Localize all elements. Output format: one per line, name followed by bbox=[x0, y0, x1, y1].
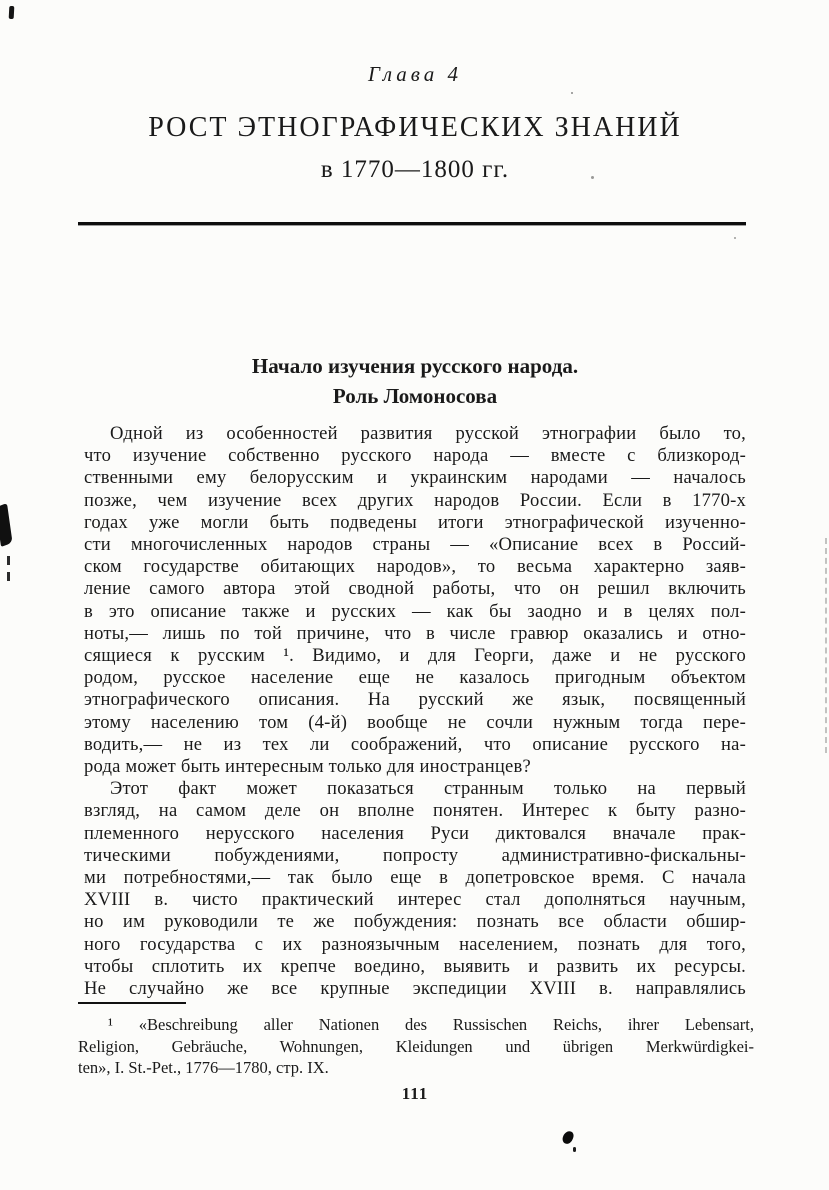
ink-dot bbox=[573, 1147, 576, 1152]
scan-edge-dashes bbox=[825, 538, 829, 753]
text-line: тическими побуждениями, попросту административно-фискальны- bbox=[84, 844, 746, 866]
margin-bleed-mark bbox=[0, 503, 13, 547]
text-line: взгляд, на самом деле он вполне понятен. Интерес к быту разно- bbox=[84, 800, 746, 822]
text-line: позже, чем изучение всех других народов России. Если в 1770-х bbox=[84, 489, 746, 511]
text-line: ственными ему белорусским и украинским народами — началось bbox=[84, 467, 746, 489]
text-line: ¹ «Beschreibung aller Nationen des Russischen Reichs, ihrer Lebensart, bbox=[108, 1015, 754, 1034]
paper-speck bbox=[571, 92, 573, 94]
margin-dash bbox=[7, 572, 10, 581]
text-line: ми потребностями,— так было еще в допетровское время. С начала bbox=[84, 867, 746, 889]
paragraph-1 bbox=[84, 423, 746, 778]
footnote-text bbox=[78, 1014, 754, 1079]
heading-rule bbox=[78, 222, 746, 225]
text-line: ском государстве обитающих народов», то весьма характерно заяв- bbox=[84, 556, 746, 578]
text-line: рода может быть интересным только для иностранцев? bbox=[84, 756, 531, 778]
page-number: 111 bbox=[401, 1084, 429, 1103]
text-line: Religion, Gebräuche, Wohnungen, Kleidungen und übrigen Merkwürdigkei- bbox=[78, 1036, 754, 1056]
text-line: что изучение собственно русского народа — вместе с близкород- bbox=[84, 445, 746, 467]
body-text bbox=[84, 423, 746, 1000]
text-line: ten», I. St.-Pet., 1776—1780, стр. IX. bbox=[78, 1058, 329, 1077]
text-line: родом, русское население еще не казалось пригодным объектом bbox=[84, 667, 746, 689]
text-line: но им руководили те же побуждения: познать все области обшир- bbox=[84, 911, 746, 933]
text-line: в это описание также и русских — как бы заодно и в целях пол- bbox=[84, 600, 746, 622]
section-heading-line-2: Роль Ломоносова bbox=[332, 384, 498, 408]
chapter-title: РОСТ ЭТНОГРАФИЧЕСКИХ ЗНАНИЙ bbox=[148, 112, 682, 143]
ink-blot bbox=[561, 1130, 575, 1145]
text-line: Одной из особенностей развития русской этнографии было то, bbox=[110, 423, 746, 444]
text-line: Этот факт может показаться странным только на первый bbox=[110, 778, 746, 800]
text-line: ноты,— лишь по той причине, что в числе гравюр оказались и отно- bbox=[84, 622, 746, 644]
chapter-label: Глава 4 bbox=[368, 62, 462, 86]
text-line: XVIII в. чисто практический интерес стал дополняться научным, bbox=[84, 889, 746, 911]
text-line: ление самого автора этой сводной работы, что он решил включить bbox=[84, 578, 746, 600]
margin-dash bbox=[7, 556, 10, 565]
text-line: ного государства с их разноязычным населением, познать для того, bbox=[84, 933, 746, 955]
paragraph-2 bbox=[84, 778, 746, 1000]
chapter-subtitle: в 1770—1800 гг. bbox=[320, 156, 510, 183]
text-line: племенного нерусского населения Руси диктовался вначале прак- bbox=[84, 822, 746, 844]
footnote-rule bbox=[78, 1002, 186, 1004]
text-line: годах уже могли быть подведены итоги этнографической изученно- bbox=[84, 511, 746, 533]
text-line: сящиеся к русским ¹. Видимо, и для Георги, даже и не русского bbox=[84, 645, 746, 667]
paper-speck bbox=[734, 237, 736, 239]
section-heading bbox=[84, 351, 746, 411]
section-heading-line-1: Начало изучения русского народа. bbox=[251, 354, 579, 378]
text-line: чтобы сплотить их крепче воедино, выявить и развить их ресурсы. bbox=[84, 955, 746, 977]
text-line: сти многочисленных народов страны — «Описание всех в Россий- bbox=[84, 534, 746, 556]
text-line: Не случайно же все крупные экспедиции XVIII в. направлялись bbox=[84, 978, 746, 1000]
footnote bbox=[78, 1014, 754, 1079]
text-line: этому населению том (4-й) вообще не сочли нужным тогда пере- bbox=[84, 711, 746, 733]
text-line: водить,— не из тех ли соображений, что описание русского на- bbox=[84, 733, 746, 755]
text-line: этнографического описания. На русский же язык, посвященный bbox=[84, 689, 746, 711]
scan-ink-mark bbox=[9, 6, 15, 19]
